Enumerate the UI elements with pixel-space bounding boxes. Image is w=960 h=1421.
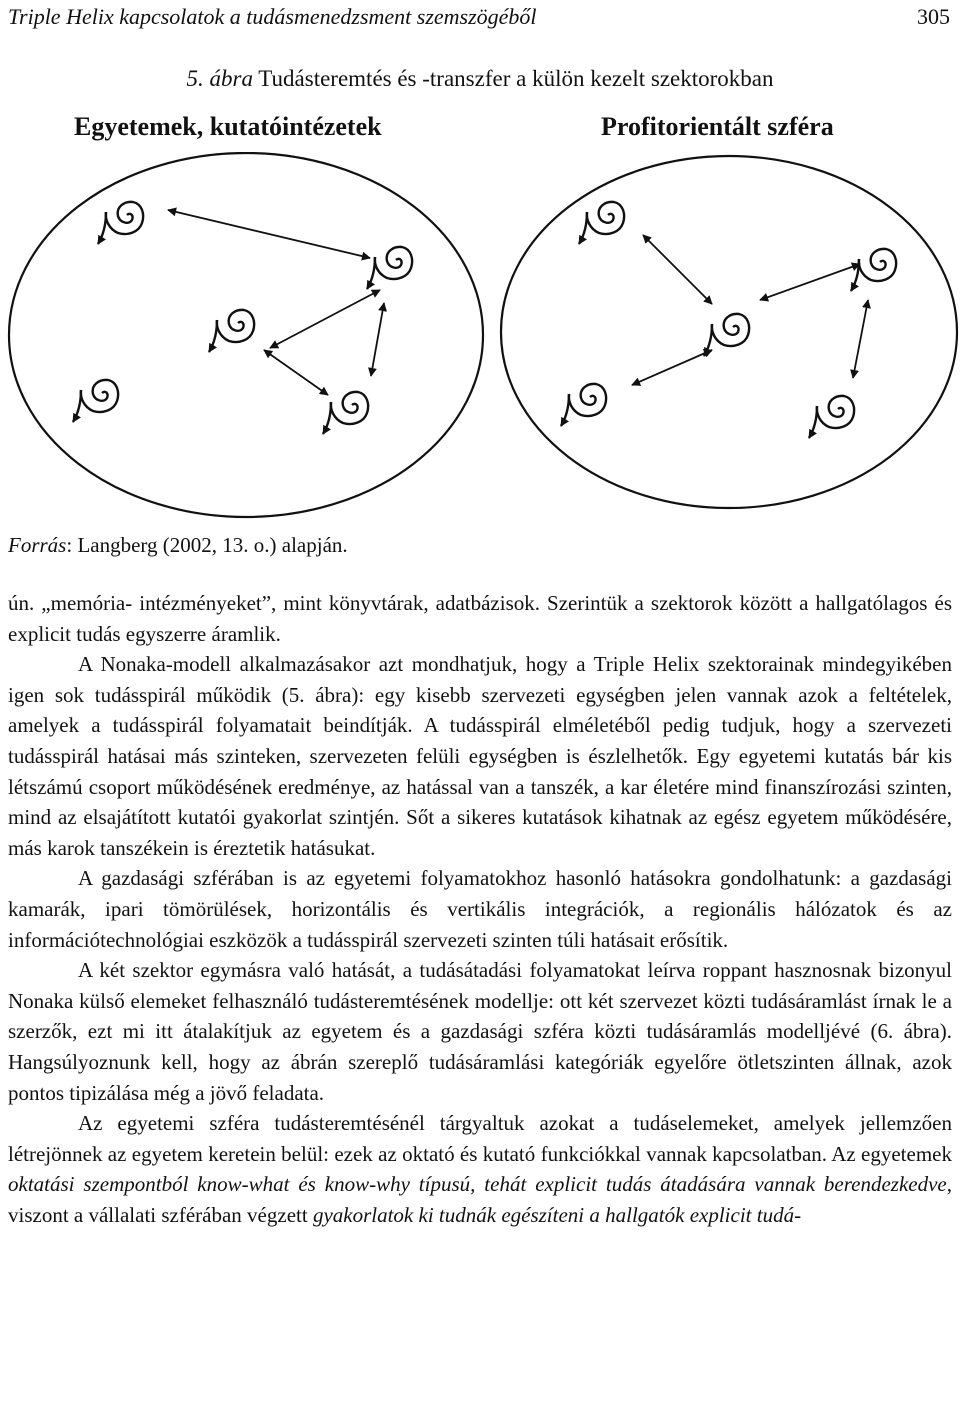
flow-arrow (853, 300, 868, 378)
paragraph-run: , viszont a vállalati szférában végzett (8, 1172, 952, 1227)
running-title: Triple Helix kapcsolatok a tudásmenedzsment szemszögéből (8, 4, 537, 29)
flow-arrow (632, 350, 712, 385)
university-sector-ellipse (9, 153, 483, 517)
source-label: Forrás (8, 533, 67, 557)
running-header (8, 0, 952, 36)
figure-caption (0, 66, 960, 92)
flow-arrow (168, 210, 370, 258)
figure-caption-text: Tudásteremtés és -transzfer a külön kezelt szektorokban (258, 66, 774, 91)
paragraph (8, 1108, 952, 1230)
body-text (8, 588, 952, 1230)
flow-arrow (643, 235, 712, 304)
paragraph: A Nonaka-modell alkalmazásakor azt mondhatjuk, hogy a Triple Helix szektorainak mindegyikében igen sok tudásspirál működik (5. ábra): egy kisebb szervezeti egységben jelen vannak azok a feltételek, amelyek a tudásspirál folyamatait beindítják. A tudásspirál elméletéből pedig tudjuk, hogy a szervezeti tudásspirál hatásai más szinteken, szervezeten felüli egységben is észlelhetők. Egy egyetemi kutatás bár kis létszámú csoport működésének eredménye, az hatással van a tanszék, a kar életére mind finanszírozási szinten, mind az elsajátított kutatói gyakorlat szintjén. Sőt a sikeres kutatások kihatnak az egész egyetem működésére, más karok tanszékein is éreztetik hatásukat. (8, 652, 952, 860)
spiral-icon (73, 380, 118, 422)
knowledge-spiral-figure (0, 152, 960, 527)
figure-source (8, 533, 348, 558)
flow-arrow (270, 290, 380, 348)
business-sector-ellipse (501, 156, 957, 508)
spiral-icon (323, 392, 368, 434)
flow-arrow (760, 264, 860, 300)
spiral-icon (561, 384, 606, 426)
page-number: 305 (917, 4, 950, 29)
spiral-icon (98, 202, 143, 244)
paragraph: A két szektor egymásra való hatását, a tudásátadási folyamatokat leírva roppant hasznosnak bizonyul Nonaka külső elemeket felhasználó tudásteremtésének modellje: ott két szervezet közti tudásáramlást írnak le a szerzők, ezt mi itt átalakítjuk az egyetem és a gazdasági szféra közti tudásáramlás modelljévé (6. ábra). Hangsúlyoznunk kell, hogy az ábrán szereplő tudásáramlási kategóriák egyelőre ötletszinten állnak, azok pontos tipizálása még a jövő feladata. (8, 958, 952, 1105)
spiral-icon (851, 249, 896, 291)
flow-arrow (264, 350, 328, 395)
paragraph-emphasis: gyakorlatok ki tudnák egészíteni a hallgatók explicit tudá- (312, 1202, 802, 1227)
paragraph: ún. „memória- intézményeket”, mint könyvtárak, adatbázisok. Szerintük a szektorok között a hallgatólagos és explicit tudás egyszerre áramlik. (8, 591, 952, 646)
paragraph-emphasis: oktatási szempontból know-what és know-why típusú, tehát explicit tudás átadására vannak berendezkedve (8, 1172, 947, 1197)
spiral-icon (579, 202, 624, 244)
source-text: : Langberg (2002, 13. o.) alapján. (66, 533, 348, 557)
spiral-icon (809, 396, 854, 438)
paragraph-run: Az egyetemi szféra tudásteremtésénél tárgyaltuk azokat a tudáselemeket, amelyek jellemzően létrejönnek az egyetem keretein belül: ezek az oktató és kutató funkciókkal vannak kapcsolatban. Az egyetemek (8, 1111, 952, 1166)
spiral-icon (367, 247, 412, 289)
flow-arrow (371, 303, 384, 376)
spiral-icon (209, 310, 254, 352)
figure-left-title: Egyetemek, kutatóintézetek (74, 112, 382, 141)
figure-right-title: Profitorientált szféra (601, 112, 834, 141)
figure-label: 5. ábra (186, 66, 253, 91)
paragraph: A gazdasági szférában is az egyetemi folyamatokhoz hasonló hatásokra gondolhatunk: a gazdasági kamarák, ipari tömörülések, horizontális és vertikális integrációk, a regionális hálózatok és az információtechnológiai eszközök a tudásspirál szervezeti szinten túli hatásait erősítik. (8, 866, 952, 952)
